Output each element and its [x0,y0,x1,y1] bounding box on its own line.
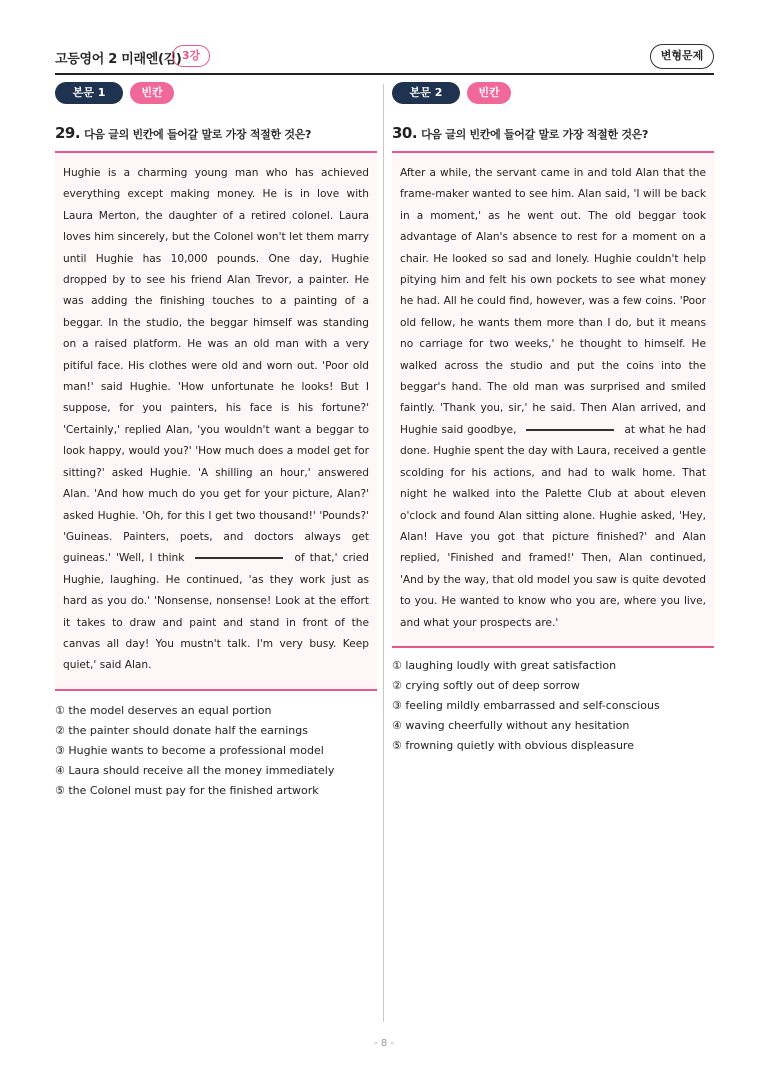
question-column-30 [392,82,714,756]
question-number: 29. [55,124,81,142]
question-heading [55,123,377,143]
passage-box [392,151,714,648]
answer-option-5[interactable]: ⑤ the Colonel must pay for the finished artwork [55,783,319,797]
answer-option-2[interactable]: ② the painter should donate half the earnings [55,723,308,737]
blank-type-tag: 빈칸 [467,82,511,104]
question-number: 30. [392,124,418,142]
passage-tag: 본문 1 [55,82,123,104]
passage-tags [55,82,377,106]
page-header [55,44,714,74]
answer-option-4[interactable]: ④ Laura should receive all the money immediately [55,763,335,777]
header-rule [55,73,714,75]
passage-tags [392,82,714,106]
passage-tag: 본문 2 [392,82,460,104]
question-column-29 [55,82,377,801]
question-prompt: 다음 글의 빈칸에 들어갈 말로 가장 적절한 것은? [421,128,649,141]
textbook-title: 고등영어 2 미래엔(김) [55,52,182,67]
question-heading [392,123,714,143]
answer-option-3[interactable]: ③ Hughie wants to become a professional model [55,743,324,757]
question-prompt: 다음 글의 빈칸에 들어갈 말로 가장 적절한 것은? [84,128,312,141]
blank-type-tag: 빈칸 [130,82,174,104]
column-divider [383,84,384,1022]
passage-text-before-blank: Hughie is a charming young man who has achieved everything except making money. He is in love with Laura Merton, the daughter of a retired colonel. Laura loves him sincerely, but the Colonel won't let them marry until Hughie has 10,000 pounds. One day, Hughie dropped by to see his friend Alan Trevor, a painter. He was adding the finishing touches to a painting of a beggar. In the studio, the beggar himself was standing on a raised platform. He was an old man with a very pitiful face. His clothes were old and worn out. 'Poor old man!' said Hughie. 'How unfortunate he looks! But I suppose, for you painters, his face is his fortune?' 'Certainly,' replied Alan, 'you wouldn't want a beggar to look happy, would you?' 'How much does a model get for sitting?' asked Hughie. 'A shilling an hour,' answered Alan. 'And how much do you get for your picture, Alan?' asked Hughie. 'Oh, for this I get two thousand!' 'Pounds?' 'Guineas. Painters, poets, and doctors always get guineas.' 'Well, I think [63,167,369,565]
passage-box [55,151,377,691]
answer-option-1[interactable]: ① the model deserves an equal portion [55,703,272,717]
answer-blank [526,429,614,431]
answer-option-5[interactable]: ⑤ frowning quietly with obvious displeasure [392,738,634,752]
passage-text-before-blank: After a while, the servant came in and told Alan that the frame-maker wanted to see him. Alan said, 'I will be back in a moment,' as he went out. The old beggar took advantage of Alan's absence to rest for a moment on a chair. He looked so sad and lonely. Hughie couldn't help pitying him and felt his own pockets to see what money he had. All he could find, however, was a few coins. 'Poor old fellow, he wants them more than I do, but it means no carriage for two weeks,' he thought to himself. He walked across the studio and put the coins into the beggar's hand. The old man was surprised and smiled faintly. 'Thank you, sir,' he said. Then Alan arrived, and Hughie said goodbye, [400,167,706,436]
answer-option-1[interactable]: ① laughing loudly with great satisfaction [392,658,617,672]
passage-text-after-blank: of that,' cried Hughie, laughing. He continued, 'as they work just as hard as you do.' 'Nonsense, nonsense! Look at the effort it takes to draw and paint and stand in front of the canvas all day! You mustn't talk. I'm very busy. Keep quiet,' said Alan. [63,552,369,672]
page-number: - 8 - [374,1038,394,1049]
lesson-badge: 3강 [172,45,210,67]
answer-options [392,656,714,756]
answer-option-2[interactable]: ② crying softly out of deep sorrow [392,678,580,692]
passage-text-after-blank: at what he had done. Hughie spent the day with Laura, received a gentle scolding for his actions, and had to walk home. That night he walked into the Palette Club at about eleven o'clock and found Alan sitting alone. Hughie asked, 'Hey, Alan! Have you got that picture finished?' and Alan replied, 'Finished and framed!' Then, Alan continued, 'And by the way, that old model you saw is quite devoted to you. He wanted to know who you are, where you live, and what your prospects are.' [400,423,706,629]
answer-option-3[interactable]: ③ feeling mildly embarrassed and self-conscious [392,698,660,712]
answer-options [55,701,377,801]
answer-option-4[interactable]: ④ waving cheerfully without any hesitation [392,718,630,732]
answer-blank [195,557,283,559]
question-type-badge: 변형문제 [650,44,714,69]
